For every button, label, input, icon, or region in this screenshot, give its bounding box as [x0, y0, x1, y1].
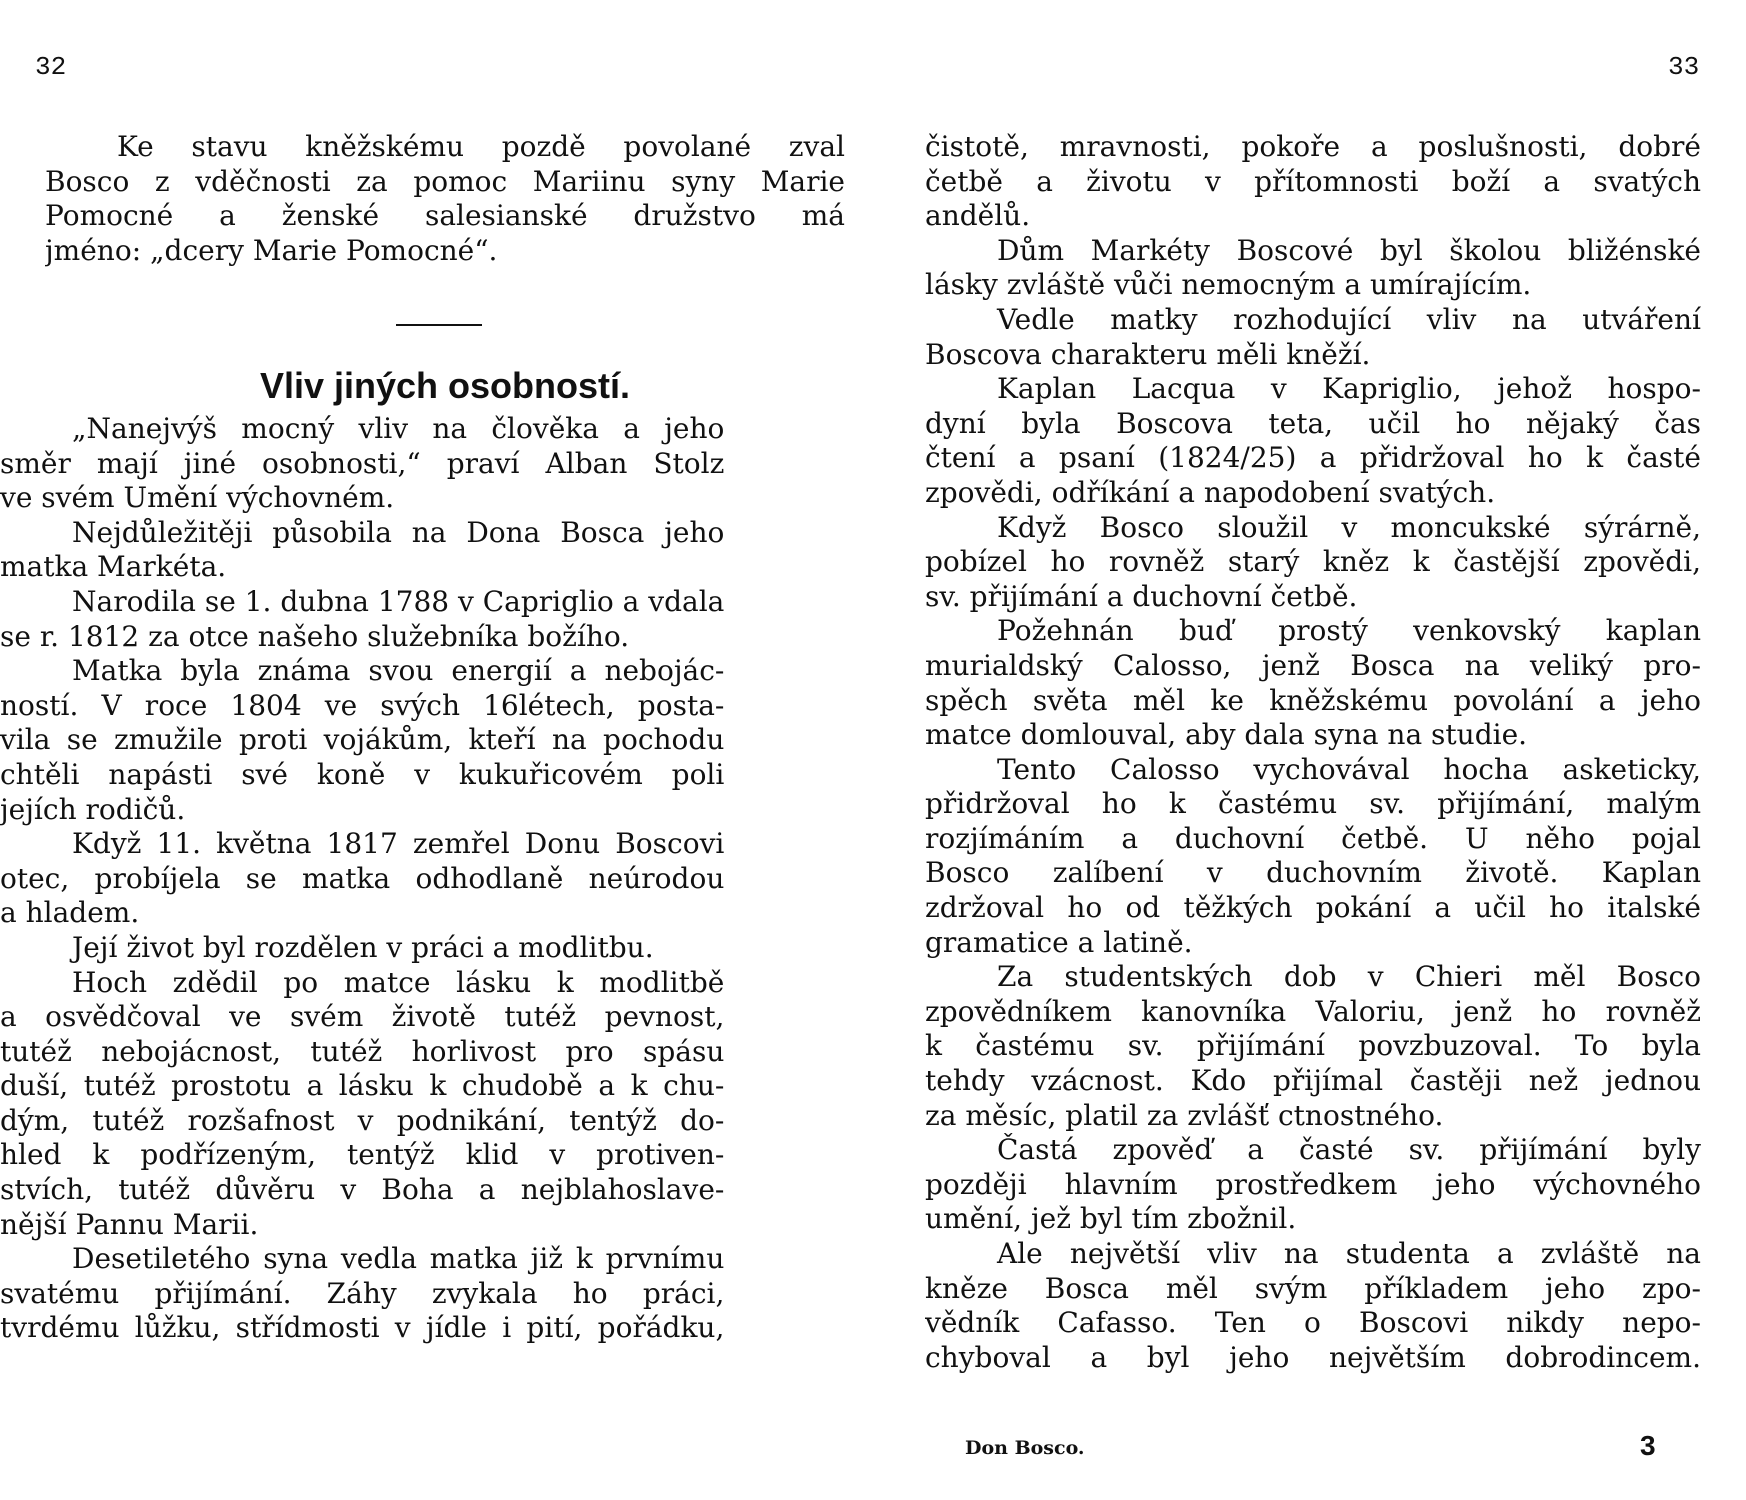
- text-line: ve svém Umění výchovném.: [0, 481, 395, 515]
- text-line: hled k podřízeným, tentýž klid v protiven-: [0, 1138, 725, 1172]
- left-page-body: [0, 412, 724, 1346]
- text-line: zpovědi, odříkání a napodobení svatých.: [925, 475, 1496, 509]
- text-line: vědník Cafasso. Ten o Boscovi nikdy nepo-: [925, 1306, 1701, 1340]
- text-line: přidržoval ho k častému sv. přijímání, malým: [925, 787, 1701, 821]
- text-line: ností. V roce 1804 ve svých 16létech, posta-: [0, 688, 725, 722]
- text-line: Vedle matky rozhodující vliv na utváření: [997, 302, 1701, 336]
- text-line: za měsíc, platil za zvlášť ctnostného.: [925, 1098, 1444, 1132]
- text-line: Matka byla známa svou energií a nebojác-: [72, 654, 725, 688]
- text-line: gramatice a latině.: [925, 925, 1193, 959]
- text-line: tehdy vzácnost. Kdo přijímal častěji než jednou: [925, 1064, 1701, 1098]
- text-line: Pomocné a ženské salesianské družstvo má: [45, 199, 845, 233]
- text-line: pobízel ho rovněž starý kněz k častější zpovědi,: [925, 545, 1701, 579]
- text-line: spěch světa měl ke kněžskému povolání a jeho: [925, 683, 1701, 717]
- footer-book-title: Don Bosco.: [965, 1437, 1085, 1459]
- text-line: Její život byl rozdělen v práci a modlitbu.: [72, 930, 654, 964]
- text-line: Narodila se 1. dubna 1788 v Capriglio a vdala: [72, 584, 725, 618]
- text-line: dým, tutéž rozšafnost v podnikání, tentýž do-: [0, 1103, 725, 1137]
- right-page-body: [925, 130, 1701, 1375]
- text-line: otec, probíjela se matka odhodlaně neúrodou: [0, 861, 725, 895]
- text-line: stvích, tutéž důvěru v Boha a nejblahoslave-: [0, 1173, 725, 1207]
- text-line: murialdský Calosso, jenž Bosca na veliký pro-: [925, 648, 1701, 682]
- text-line: Nejdůležitěji působila na Dona Bosca jeho: [72, 515, 725, 549]
- text-line: jméno: „dcery Marie Pomocné“.: [45, 233, 498, 267]
- text-line: Za studentských dob v Chieri měl Bosco: [997, 960, 1701, 994]
- page-number-right: 33: [1668, 52, 1700, 82]
- text-line: čistotě, mravnosti, pokoře a poslušnosti, dobré: [925, 130, 1701, 163]
- text-line: „Nanejvýš mocný vliv na člověka a jeho: [72, 412, 725, 445]
- text-line: matce domlouval, aby dala syna na studie.: [925, 718, 1528, 752]
- section-divider: [396, 324, 482, 326]
- text-line: Ke stavu kněžskému pozdě povolané zval: [117, 130, 845, 163]
- section-heading: Vliv jiných osobností.: [259, 365, 631, 406]
- text-line: matka Markéta.: [0, 550, 227, 584]
- text-line: Desetiletého syna vedla matka již k prvnímu: [72, 1242, 725, 1276]
- text-line: Bosco zalíbení v duchovním životě. Kaplan: [925, 856, 1701, 890]
- text-line: Boscova charakteru měli kněží.: [925, 337, 1371, 371]
- text-line: Bosco z vděčnosti za pomoc Mariinu syny Marie: [45, 164, 845, 198]
- text-line: jejích rodičů.: [0, 792, 186, 826]
- text-line: Když 11. května 1817 zemřel Donu Boscovi: [72, 827, 725, 861]
- left-page-top-paragraph: [45, 130, 845, 268]
- text-line: duší, tutéž prostotu a lásku k chudobě a k chu-: [0, 1069, 725, 1103]
- text-line: četbě a životu v přítomnosti boží a svatých: [925, 164, 1701, 198]
- text-line: tvrdému lůžku, střídmosti v jídle i pití, pořádku,: [0, 1311, 725, 1345]
- text-line: chyboval a byl jeho největším dobrodincem.: [925, 1340, 1701, 1374]
- text-line: lásky zvláště vůči nemocným a umírajícím.: [925, 268, 1532, 302]
- text-line: vila se zmužile proti vojákům, kteří na pochodu: [0, 723, 725, 757]
- text-line: umění, jež byl tím zbožnil.: [925, 1202, 1297, 1236]
- text-line: se r. 1812 za otce našeho služebníka božího.: [0, 619, 630, 653]
- page-number-left: 32: [35, 52, 67, 82]
- text-line: Ale největší vliv na studenta a zvláště na: [997, 1237, 1701, 1270]
- text-line: Když Bosco sloužil v moncukské sýrárně,: [997, 510, 1701, 544]
- text-line: sv. přijímání a duchovní četbě.: [925, 579, 1358, 613]
- text-line: dyní byla Boscova teta, učil ho nějaký čas: [925, 406, 1701, 440]
- text-line: čtení a psaní (1824/25) a přidržoval ho k časté: [925, 441, 1701, 475]
- text-line: tutéž nebojácnost, tutéž horlivost pro spásu: [0, 1034, 725, 1068]
- text-line: kněze Bosca měl svým příkladem jeho zpo-: [925, 1271, 1701, 1305]
- text-line: rozjímáním a duchovní četbě. U něho pojal: [925, 821, 1701, 855]
- text-line: Dům Markéty Boscové byl školou bližénské: [997, 233, 1701, 267]
- text-line: k častému sv. přijímání povzbuzoval. To byla: [925, 1029, 1701, 1063]
- text-line: a osvědčoval ve svém životě tutéž pevnost,: [0, 1000, 725, 1034]
- text-line: nější Pannu Marii.: [0, 1207, 259, 1241]
- text-line: Požehnán buď prostý venkovský kaplan: [997, 614, 1701, 648]
- text-line: zdržoval ho od těžkých pokání a učil ho italské: [925, 891, 1701, 925]
- text-line: Hoch zdědil po matce lásku k modlitbě: [72, 965, 725, 999]
- text-line: později hlavním prostředkem jeho výchovného: [925, 1167, 1701, 1201]
- text-line: Kaplan Lacqua v Kapriglio, jehož hospo-: [997, 372, 1701, 406]
- text-line: zpovědníkem kanovníka Valoriu, jenž ho rovněž: [925, 994, 1701, 1028]
- text-line: chtěli napásti své koně v kukuřicovém poli: [0, 757, 725, 791]
- footer-signature-mark: 3: [1640, 1430, 1656, 1461]
- text-line: svatému přijímání. Záhy zvykala ho práci,: [0, 1276, 725, 1310]
- text-line: Častá zpověď a časté sv. přijímání byly: [997, 1133, 1701, 1167]
- text-line: andělů.: [925, 199, 1031, 233]
- text-line: Tento Calosso vychovával hocha asketicky,: [997, 752, 1701, 786]
- text-line: a hladem.: [0, 896, 140, 930]
- text-line: směr mají jiné osobnosti,“ praví Alban Stolz: [0, 446, 725, 480]
